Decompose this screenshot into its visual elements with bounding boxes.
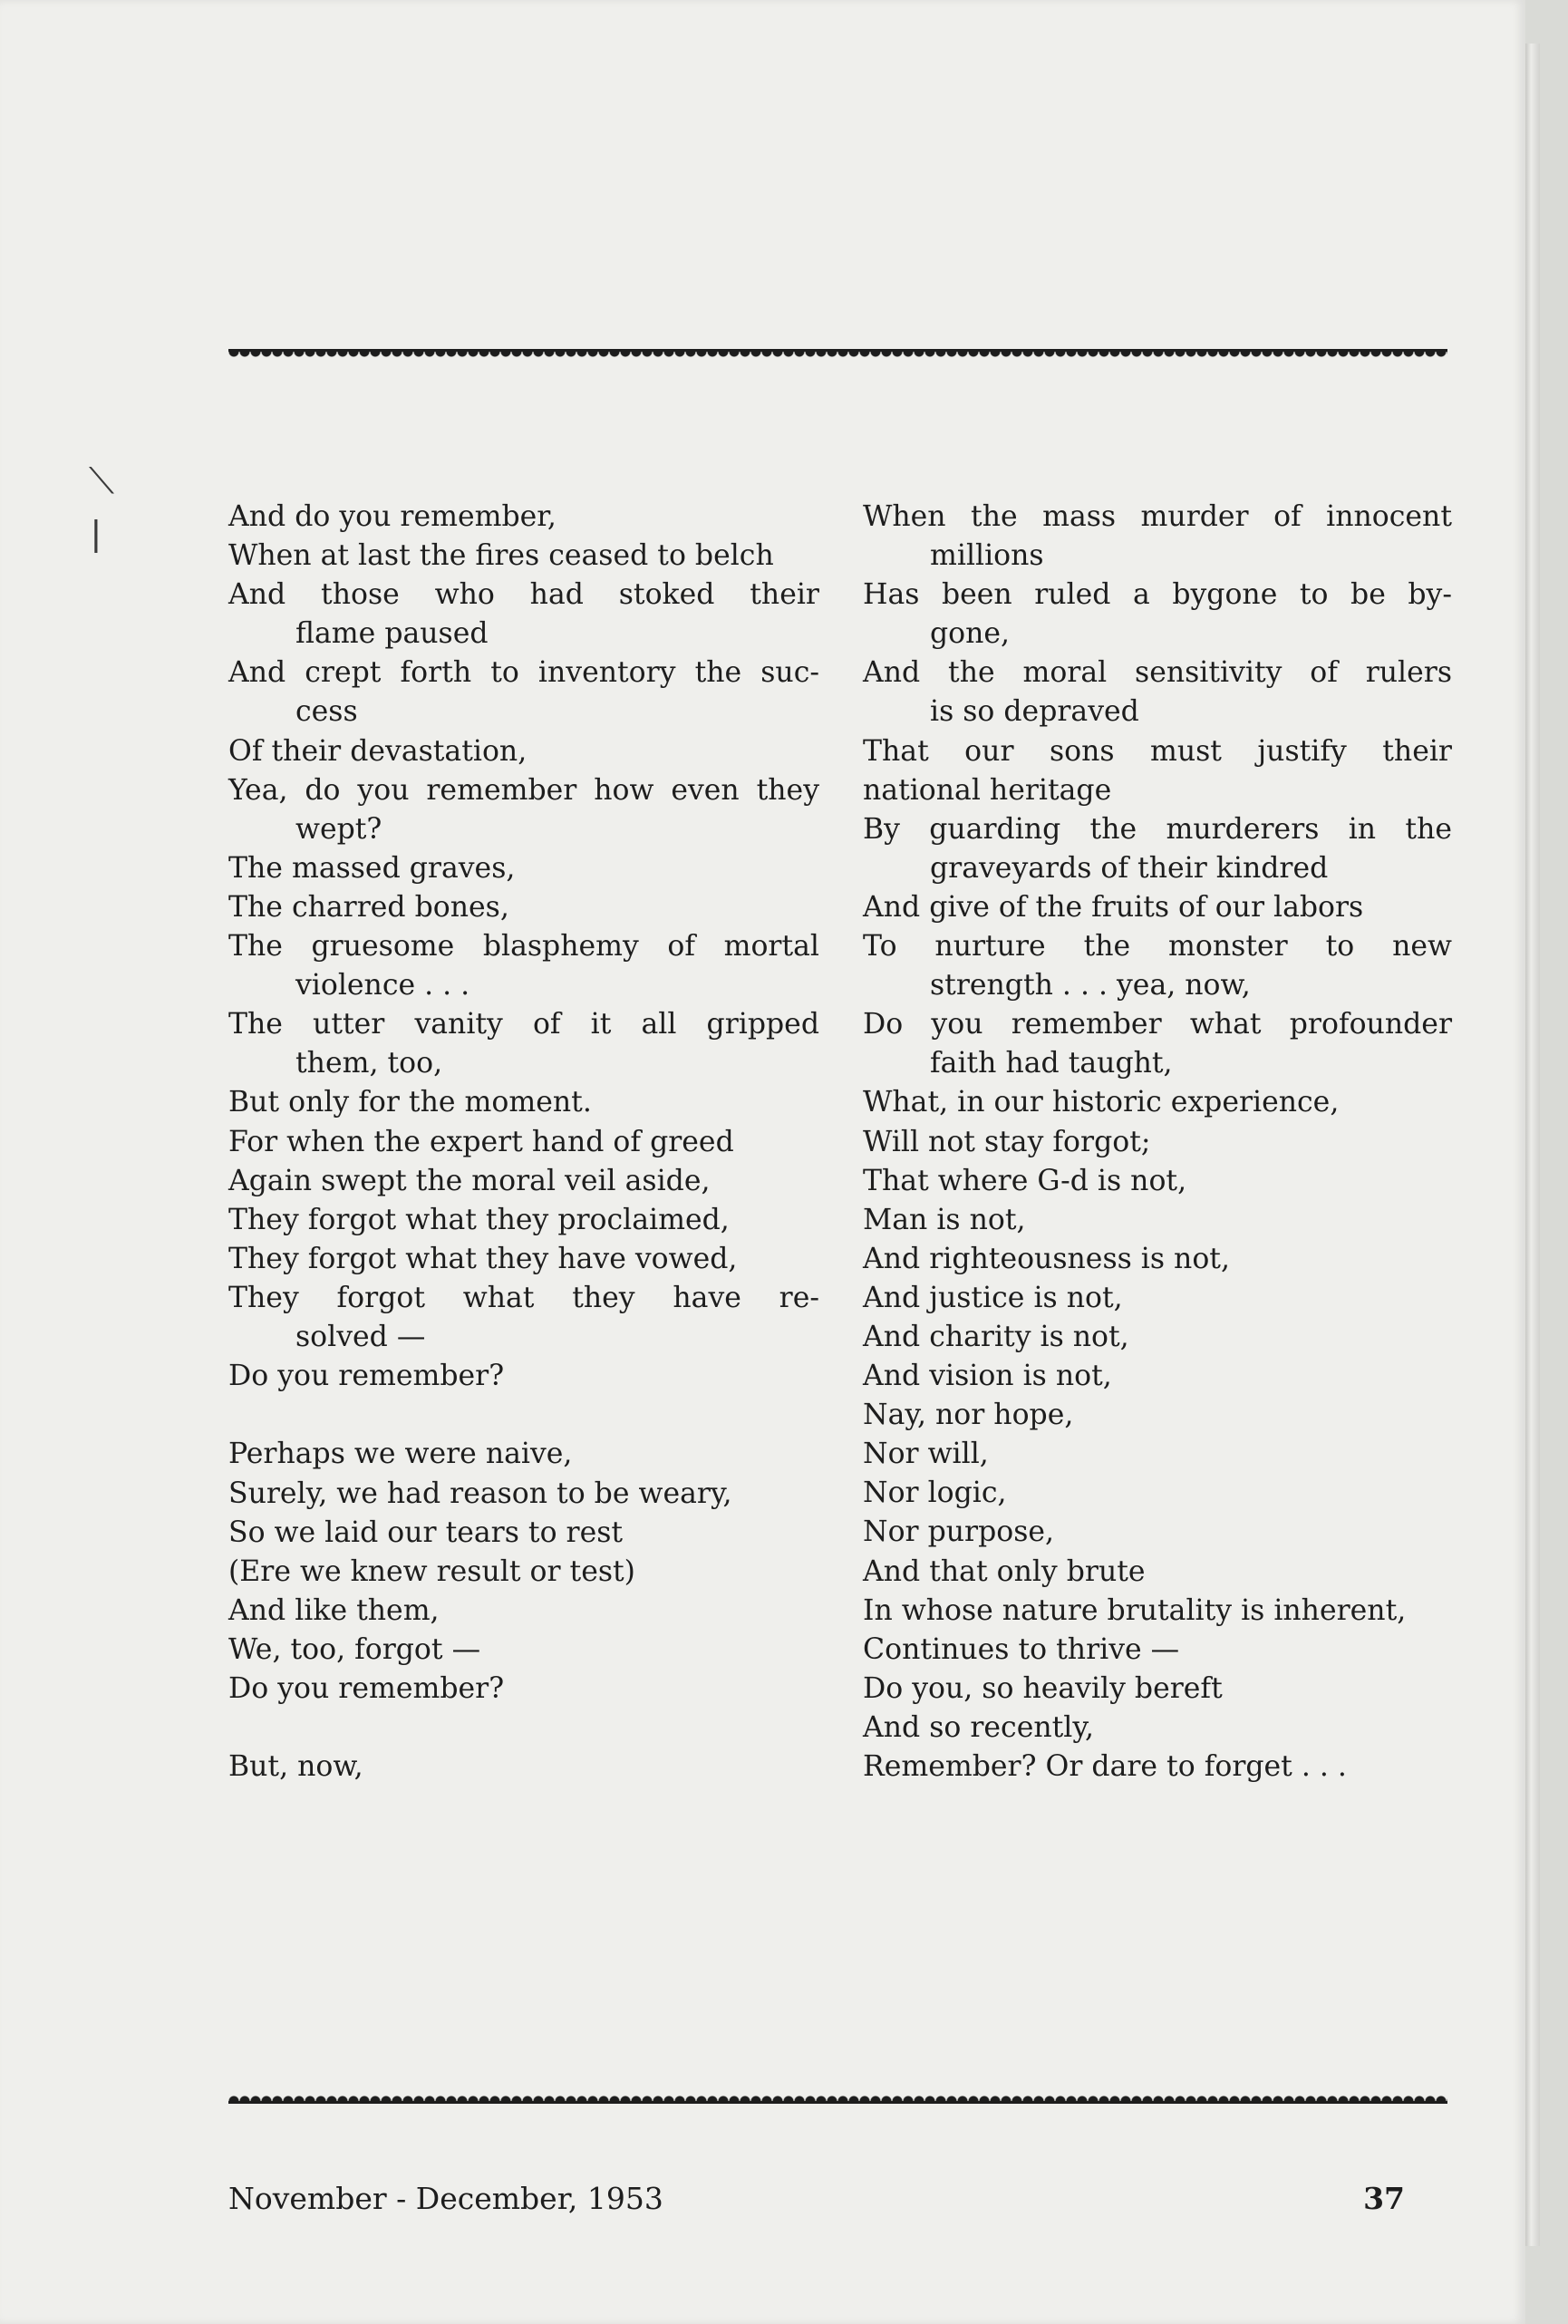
poem-line: And vision is not, — [863, 1360, 1112, 1393]
poem-line: When at last the fires ceased to belch — [228, 539, 774, 573]
poem-line: And give of the fruits of our labors — [863, 890, 1364, 924]
poem-line: Again swept the moral veil aside, — [228, 1164, 711, 1197]
poem-line: solved — — [295, 1320, 426, 1353]
poem-line: Man is not, — [863, 1203, 1026, 1236]
poem-line: And the moral sensitivity of rulers — [863, 656, 1452, 690]
poem-line: Has been ruled a bygone to be by- — [863, 578, 1452, 612]
stanza-break — [228, 1396, 819, 1435]
poem-line: They forgot what they have re- — [228, 1281, 819, 1314]
poem-line: But only for the moment. — [228, 1086, 592, 1119]
poem-line: In whose nature brutality is inherent, — [863, 1593, 1407, 1627]
poem-line: Nay, nor hope, — [863, 1399, 1074, 1432]
poem-line: And so recently, — [863, 1710, 1094, 1744]
margin-mark-icon: ∣ — [91, 517, 102, 558]
poem-line: For when the expert hand of greed — [228, 1125, 734, 1158]
poem-line: And do you remember, — [228, 500, 557, 533]
poem-line: Will not stay forgot; — [863, 1125, 1151, 1158]
poem-line: (Ere we knew result or test) — [228, 1554, 635, 1588]
poem-left-column — [228, 498, 819, 1787]
poem-line: Do you remember? — [228, 1360, 505, 1393]
poem-line: The utter vanity of it all gripped — [228, 1008, 819, 1041]
page-number: 37 — [1363, 2181, 1405, 2216]
poem-line: Nor logic, — [863, 1477, 1007, 1510]
top-decorative-rule — [228, 349, 1447, 365]
poem-line: And like them, — [228, 1593, 440, 1627]
poem-line: violence . . . — [295, 969, 470, 1002]
poem-line: Continues to thrive — — [863, 1632, 1180, 1666]
issue-date: November - December, 1953 — [228, 2181, 663, 2216]
poem-line: So we laid our tears to rest — [228, 1515, 624, 1549]
poem-line: To nurture the monster to new — [863, 930, 1452, 963]
poem-line: And justice is not, — [863, 1281, 1123, 1314]
poem-line: gone, — [930, 617, 1011, 651]
poem-line: faith had taught, — [930, 1047, 1173, 1080]
poem-line: And righteousness is not, — [863, 1242, 1230, 1275]
poem-line: And those who had stoked their — [228, 578, 819, 612]
poem-line: The massed graves, — [228, 851, 516, 885]
poem-line: Do you, so heavily bereft — [863, 1671, 1223, 1705]
poem-line: them, too, — [295, 1047, 443, 1080]
poem-line: And charity is not, — [863, 1320, 1129, 1353]
poem-line: They forgot what they have vowed, — [228, 1242, 738, 1275]
poem-right-column — [863, 498, 1452, 1787]
poem-line: Of their devastation, — [228, 734, 528, 768]
poem-line: And that only brute — [863, 1554, 1146, 1588]
poem-line: graveyards of their kindred — [930, 851, 1329, 885]
bottom-decorative-rule — [228, 2092, 1447, 2108]
poem-line: That our sons must justify their — [863, 734, 1452, 768]
poem-line: Remember? Or dare to forget . . . — [863, 1750, 1347, 1783]
poem-line: Do you remember what profounder — [863, 1008, 1452, 1041]
poem-line: And crept forth to inventory the suc- — [228, 656, 819, 690]
poem-line: When the mass murder of innocent — [863, 500, 1452, 533]
poem-line: national heritage — [863, 773, 1112, 807]
poem-line: The charred bones, — [228, 890, 509, 924]
poem-line: Surely, we had reason to be weary, — [228, 1477, 732, 1510]
poem-line: That where G-d is not, — [863, 1164, 1187, 1197]
poem-line: millions — [930, 539, 1044, 573]
poem-line: What, in our historic experience, — [863, 1086, 1340, 1119]
poem-line: We, too, forgot — — [228, 1632, 481, 1666]
poem-line: Nor purpose, — [863, 1515, 1055, 1549]
poem-line: By guarding the murderers in the — [863, 812, 1452, 846]
stanza-break — [228, 1709, 819, 1748]
poem-line: strength . . . yea, now, — [930, 969, 1251, 1002]
poem-line: cess — [295, 695, 358, 729]
poem-line: But, now, — [228, 1750, 363, 1784]
poem-line: Perhaps we were naive, — [228, 1438, 573, 1471]
poem-line: Yea, do you remember how even they — [228, 773, 819, 807]
poem-line: flame paused — [295, 617, 489, 651]
poem-line: Nor will, — [863, 1438, 989, 1471]
poem-line: Do you remember? — [228, 1672, 505, 1706]
poem-line: is so depraved — [930, 695, 1139, 729]
poem-line: wept? — [295, 812, 382, 846]
poem-line: They forgot what they proclaimed, — [228, 1203, 730, 1236]
margin-mark-icon: ⟍ — [89, 460, 114, 502]
page-edge — [1525, 44, 1540, 2246]
poem-line: The gruesome blasphemy of mortal — [228, 930, 819, 963]
